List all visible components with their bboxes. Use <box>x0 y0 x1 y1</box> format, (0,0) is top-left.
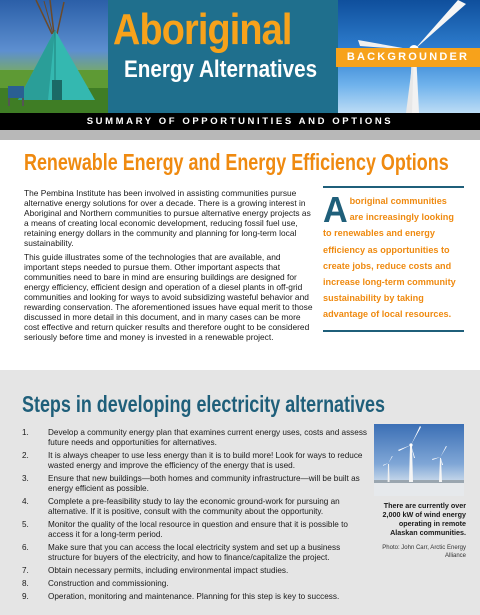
step-item <box>22 428 372 448</box>
step-item <box>22 497 372 517</box>
step-text: It is always cheaper to use less energy than it is to build more! Look for ways to reduce wasted energy and improve the efficiency of the energy that is used. <box>48 451 363 470</box>
photo-credit: Photo: John Carr, Arctic Energy Alliance <box>382 545 466 559</box>
step-item <box>22 579 372 589</box>
intro-body <box>24 188 316 346</box>
shade-band <box>0 130 480 140</box>
photo-caption: There are currently over 2,000 kW of wind energy operating in remote Alaskan communities. <box>382 501 466 537</box>
step-number: 7. <box>22 566 29 575</box>
step-item <box>22 592 372 602</box>
pull-quote-text-block <box>323 188 457 324</box>
wind-turbines-photo-icon <box>374 424 464 496</box>
step-text: Obtain necessary permits, including environmental impact studies. <box>48 566 289 575</box>
step-text: Ensure that new buildings—both homes and community infrastructure—will be built as energy efficient as possible. <box>48 474 360 493</box>
intro-paragraph-1: The Pembina Institute has been involved in assisting communities pursue alternative energy solutions for over a decade. There is a growing interest in Aboriginal and Northern communities to pursue alternative energy projects as a means of creating local economic development, reducing fossil fuel use, retaining energy dollars in the community and planning for long-term local sustainability. <box>24 188 311 248</box>
summary-bar: SUMMARY OF OPPORTUNITIES AND OPTIONS <box>0 113 480 130</box>
step-text: Monitor the quality of the local resource in question and ensure that it is possible to access it for a long-term period. <box>48 520 348 539</box>
steps-list <box>22 428 372 605</box>
step-number: 8. <box>22 579 29 588</box>
step-text: Construction and commissioning. <box>48 579 169 588</box>
step-item <box>22 474 372 494</box>
pull-quote-dropcap: A <box>323 189 348 230</box>
section2-title: Steps in developing electricity alternatives <box>22 391 385 417</box>
step-number: 3. <box>22 474 29 483</box>
title-aboriginal: Aboriginal <box>113 5 292 54</box>
tipi-photo-icon <box>0 0 108 113</box>
step-number: 2. <box>22 451 29 460</box>
step-item <box>22 451 372 471</box>
step-item <box>22 520 372 540</box>
pull-quote-text: boriginal communities are increasingly looking to renewables and energy efficiency as opportunities to create jobs, reduce costs and increase long-term community sustainability by taking advantage of local resources. <box>323 196 456 321</box>
step-item <box>22 543 372 563</box>
step-text: Make sure that you can access the local electricity system and set up a business structure for buyers of the electricity, and how to finance/capitalize the project. <box>48 543 341 562</box>
step-number: 9. <box>22 592 29 601</box>
backgrounder-badge: BACKGROUNDER <box>336 48 480 67</box>
header-banner <box>0 0 480 113</box>
pull-quote-rule-bottom <box>323 330 464 332</box>
step-text: Operation, monitoring and maintenance. Planning for this step is key to success. <box>48 592 340 601</box>
pull-quote <box>323 186 464 332</box>
step-item <box>22 566 372 576</box>
title-energy-alternatives: Energy Alternatives <box>124 56 318 83</box>
step-number: 6. <box>22 543 29 552</box>
step-text: Complete a pre-feasibility study to lay the economic ground-work for pursuing an alternative. If it is positive, consult with the community about the opportunity. <box>48 497 340 516</box>
intro-paragraph-2: This guide illustrates some of the technologies that are available, and important steps needed to pursue them. Other important aspects that communities need to bare in mind are ensuring buildings are designed for energy efficiency, efficient design and operation of a diesel plants in off-grid communities and looking for ways to avoid subsidizing wasteful behavior and rewarding conservation. The aforementioned issues have equal merit to those discussed in more detail in this document, and in many cases can be more cost effective and return quicker results and therefore ought to be considered seriously before time and money is invested in a renewable project. <box>24 252 313 342</box>
step-number: 1. <box>22 428 29 437</box>
step-number: 5. <box>22 520 29 529</box>
steps-section <box>0 370 480 615</box>
step-text: Develop a community energy plan that examines current energy uses, costs and assess future needs and opportunities for alternatives. <box>48 428 368 447</box>
section1-title: Renewable Energy and Energy Efficiency Options <box>24 149 449 175</box>
step-number: 4. <box>22 497 29 506</box>
